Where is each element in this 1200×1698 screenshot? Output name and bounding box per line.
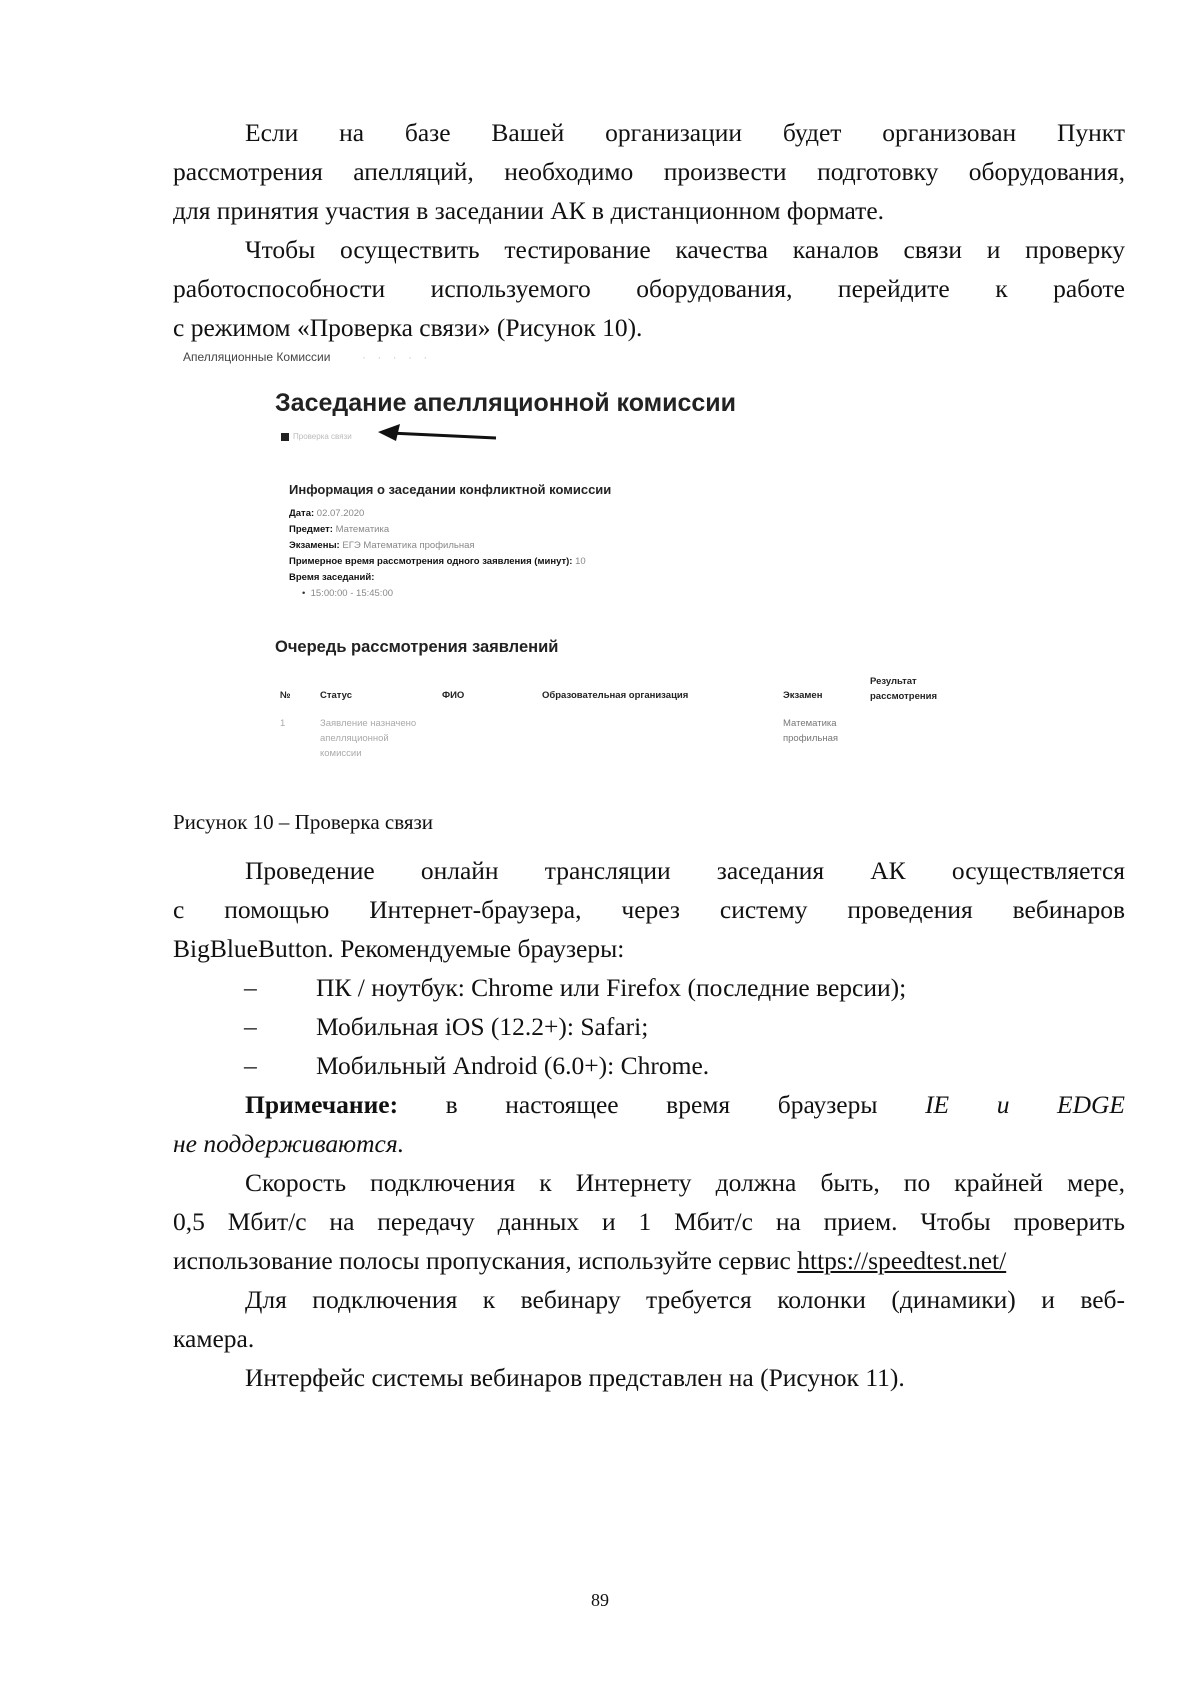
cell-exam: Математика профильная [783, 718, 839, 744]
text-line: Интерфейс системы вебинаров представлен на (Рисунок 11). [245, 1363, 905, 1392]
speedtest-link[interactable]: https://speedtest.net/ [797, 1246, 1007, 1275]
paragraph-note [173, 1085, 1125, 1163]
figure-caption: Рисунок 10 – Проверка связи [173, 810, 434, 834]
session-info-heading: Информация о заседании конфликтной комиссии [289, 482, 612, 497]
note-label: Примечание: [245, 1090, 399, 1119]
column-header-fio: ФИО [442, 690, 465, 701]
connection-check-label: Проверка связи [293, 432, 352, 441]
text-line: Чтобы осуществить тестирование качества каналов связи и проверку [245, 235, 1125, 264]
cell-status: Заявление назначено апелляционной комиссии [320, 718, 417, 759]
pointer-arrow-icon [378, 424, 498, 446]
text-line: использование полосы пропускания, используйте сервис https://speedtest.net/ [173, 1246, 1007, 1275]
text-line: рассмотрения апелляций, необходимо произвести подготовку оборудования, [173, 157, 1125, 186]
paragraph-broadcast [173, 851, 1125, 968]
paragraph-appeal-point [173, 113, 1125, 230]
text-line: с режимом «Проверка связи» (Рисунок 10). [173, 313, 643, 342]
page-number: 89 [591, 1590, 609, 1610]
session-slot: • 15:00:00 - 15:45:00 [302, 588, 394, 599]
text-line: 0,5 Мбит/с на передачу данных и 1 Мбит/с на прием. Чтобы проверить [173, 1207, 1125, 1236]
column-header-number: № [280, 690, 291, 701]
info-date: Дата: 02.07.2020 [289, 508, 365, 519]
queue-heading: Очередь рассмотрения заявлений [275, 638, 559, 656]
breadcrumb-tail: · · · · · [362, 350, 432, 364]
status-icon [281, 433, 289, 441]
info-exams: Экзамены: ЕГЭ Математика профильная [289, 540, 475, 551]
text-line: для принятия участия в заседании АК в дистанционном формате. [173, 196, 885, 225]
text-line: BigBlueButton. Рекомендуемые браузеры: [173, 934, 625, 963]
info-time-per-application: Примерное время рассмотрения одного заявления (минут): 10 [289, 556, 586, 567]
bullet-icon: • [302, 588, 306, 599]
text-line: Если на базе Вашей организации будет организован Пункт [245, 118, 1125, 147]
connection-check-link[interactable] [281, 432, 352, 441]
column-header-status: Статус [320, 690, 353, 701]
info-subject: Предмет: Математика [289, 524, 390, 535]
text-line: Проведение онлайн трансляции заседания АК осуществляется [245, 856, 1125, 885]
text-line: не поддерживаются. [173, 1129, 405, 1158]
paragraph-connection-test [173, 230, 1125, 347]
column-header-organization: Образовательная организация [542, 690, 689, 701]
session-title: Заседание апелляционной комиссии [275, 389, 737, 417]
figure-screenshot [180, 348, 1060, 768]
text-line: Скорость подключения к Интернету должна быть, по крайней мере, [245, 1168, 1125, 1197]
text-line: с помощью Интернет-браузера, через систему проведения вебинаров [173, 895, 1125, 924]
text-line: работоспособности используемого оборудования, перейдите к работе [173, 274, 1125, 303]
breadcrumb[interactable]: Апелляционные Комиссии [183, 350, 331, 364]
document-page: Если на базе Вашей организации будет организован Пункт рассмотрения апелляций, необходимо произвести подготовку оборудования, для принятия участия в заседании АК в дистанционном формате. Чтобы осуществить тестирование качества каналов связи и проверку работоспособности используемого оборудования, перейдите к работе с режимом «Проверка связи» (Рисунок 10). Апелляционные Комиссии · · · · · Заседание апелляционной комиссии Проверка связи Информация о заседании конфликтной комиссии Дата: 02.07.2020 Предмет: Математика Экзамены: ЕГЭ Математика профильная Примерное время рассмотрения одного заявления (минут): 10 Время заседаний: • 15:00:00 - 15:45:00 Очередь рассмотрения заявлений № Статус ФИО Образовательная организация Экзамен Результат рассмотрения 1 Заявление назначено апелляционной комиссии Математика профильная Рисунок 10 – Проверка связи Проведение онлайн трансляции заседания АК осуществляется с помощью Интернет-браузера, через систему проведения вебинаров BigBlueButton. Рекомендуемые браузеры: – ПК / ноутбук: Chrome или Firefox (последние версии); – Мобильная iOS (12.2+): Safari; – Мобильный Android (6.0+): Chrome. Примечание: в настоящее время браузеры IE и EDGE не поддерживаются. Скорость подключения к Интернету должна быть, по крайней мере, 0,5 Мбит/с на передачу данных и 1 Мбит/с на прием. Чтобы проверить использование полосы пропускания, используйте сервис https://speedtest.net/ Для подключения к вебинару требуется колонки (динамики) и веб- камера. Интерфейс системы вебинаров представлен на (Рисунок 11). 89 [0, 0, 1200, 1698]
column-header-result: Результат рассмотрения [870, 676, 937, 702]
cell-number: 1 [280, 718, 286, 729]
paragraph-speed [173, 1163, 1125, 1280]
paragraph-equipment [173, 1280, 1125, 1358]
text-line: камера. [173, 1324, 255, 1353]
column-header-exam: Экзамен [783, 690, 823, 701]
info-sessions: Время заседаний: [289, 572, 375, 583]
text-line: Примечание: в настоящее время браузеры IE и EDGE [245, 1090, 1125, 1119]
text-line: Для подключения к вебинару требуется колонки (динамики) и веб- [245, 1285, 1125, 1314]
paragraph-interface [173, 1358, 1125, 1397]
